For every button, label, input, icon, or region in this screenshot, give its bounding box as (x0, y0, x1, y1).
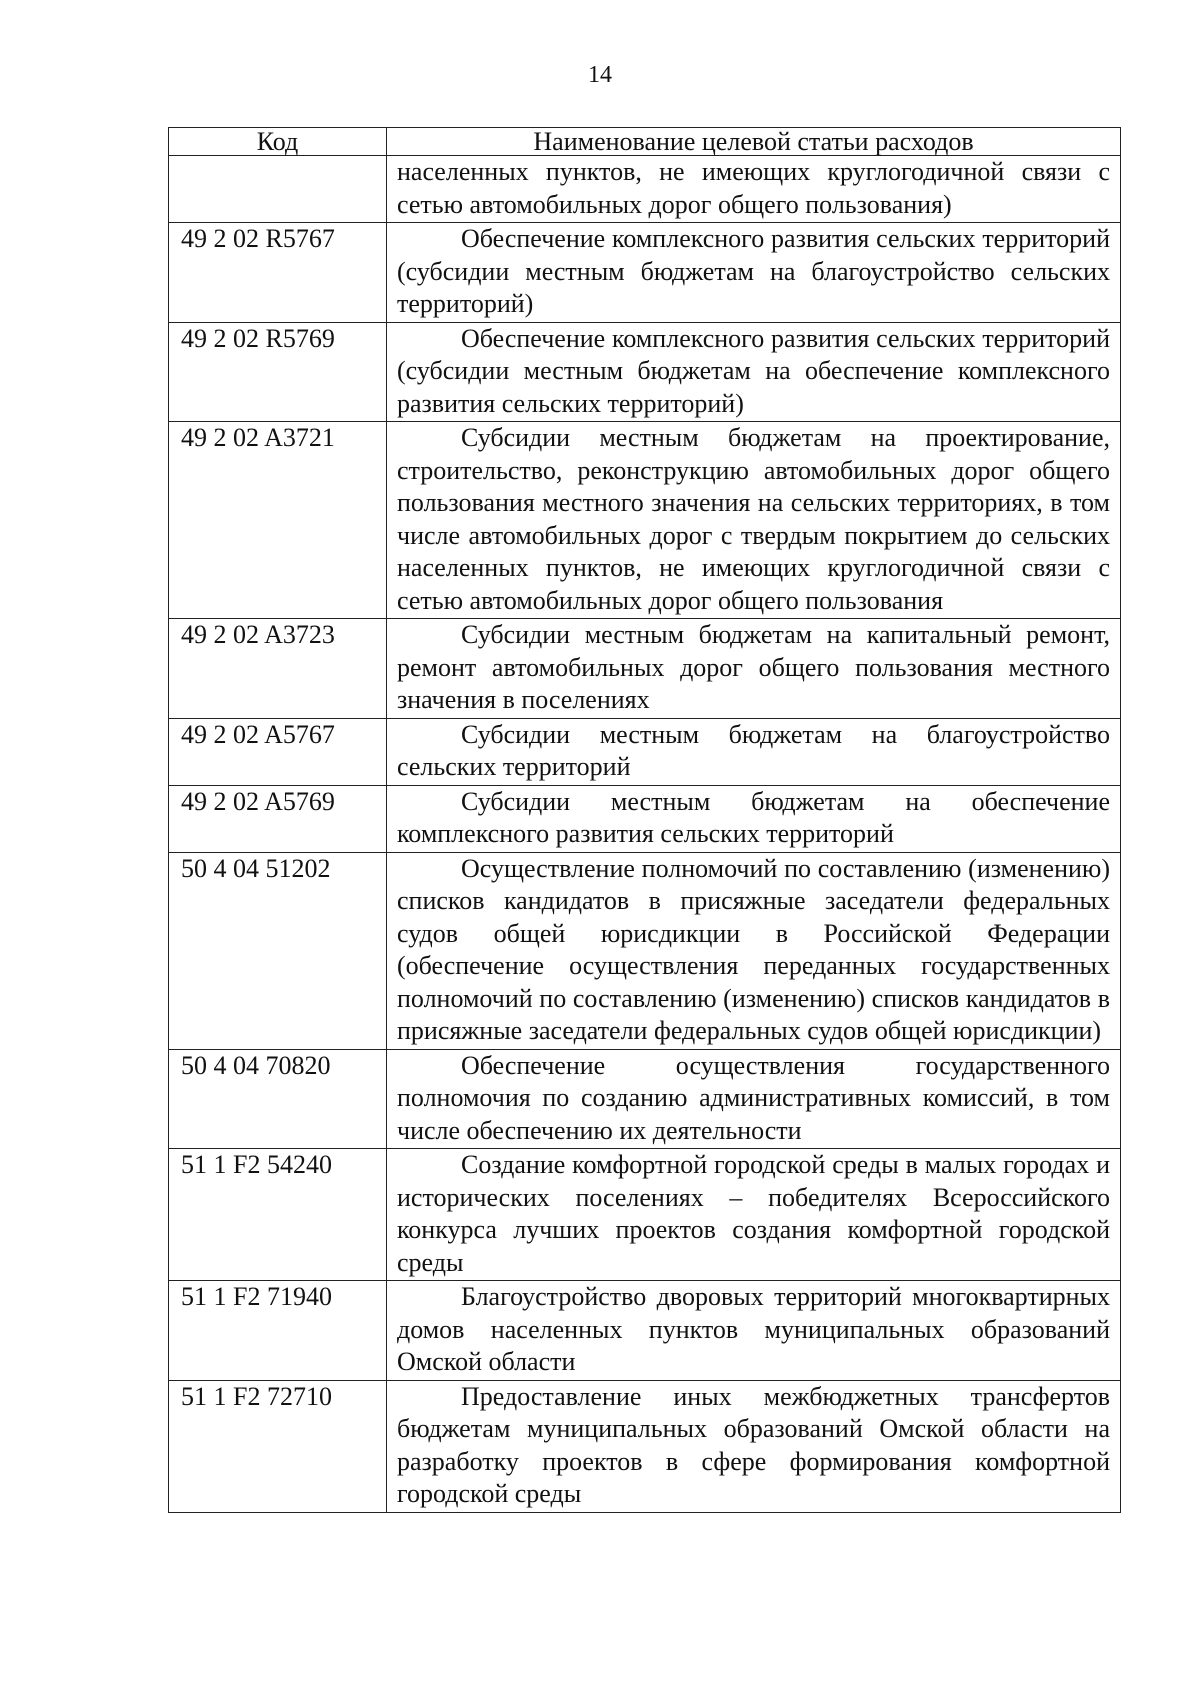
row-code: 50 4 04 70820 (169, 1049, 387, 1149)
row-name: Субсидии местным бюджетам на проектирование, строительство, реконструкцию автомобильных дорог общего пользования местного значения на сельских территориях, в том числе автомобильных дорог с твердым покрытием до сельских населенных пунктов, не имеющих круглогодичной связи с сетью автомобильных дорог общего пользования (387, 422, 1121, 619)
row-name: Обеспечение комплексного развития сельских территорий (субсидии местным бюджетам на обеспечение комплексного развития сельских территорий) (387, 322, 1121, 422)
row-code: 49 2 02 A3723 (169, 619, 387, 719)
table-row (169, 619, 1121, 719)
row-code: 51 1 F2 72710 (169, 1380, 387, 1512)
row-code: 49 2 02 A5769 (169, 785, 387, 852)
table-row (169, 322, 1121, 422)
row-name: Субсидии местным бюджетам на капитальный ремонт, ремонт автомобильных дорог общего пользования местного значения в поселениях (387, 619, 1121, 719)
row-name: Благоустройство дворовых территорий многоквартирных домов населенных пунктов муниципальных образований Омской области (387, 1281, 1121, 1381)
row-name: Субсидии местным бюджетам на благоустройство сельских территорий (387, 718, 1121, 785)
page-number: 14 (588, 62, 612, 88)
table-row (169, 785, 1121, 852)
row-code: 49 2 02 R5769 (169, 322, 387, 422)
row-name: Обеспечение осуществления государственного полномочия по созданию административных комиссий, в том числе обеспечению их деятельности (387, 1049, 1121, 1149)
table-row (169, 1380, 1121, 1512)
row-code (169, 156, 387, 223)
row-name: Субсидии местным бюджетам на обеспечение комплексного развития сельских территорий (387, 785, 1121, 852)
header-code: Код (169, 128, 387, 156)
table-row (169, 852, 1121, 1049)
expense-codes-table (168, 127, 1121, 1513)
header-name: Наименование целевой статьи расходов (387, 128, 1121, 156)
table-header-row (169, 128, 1121, 156)
row-name: Создание комфортной городской среды в малых городах и исторических поселениях – победителях Всероссийского конкурса лучших проектов создания комфортной городской среды (387, 1149, 1121, 1281)
row-name: населенных пунктов, не имеющих круглогодичной связи с сетью автомобильных дорог общего пользования) (387, 156, 1121, 223)
table-row (169, 1049, 1121, 1149)
row-code: 50 4 04 51202 (169, 852, 387, 1049)
row-name: Предоставление иных межбюджетных трансфертов бюджетам муниципальных образований Омской области на разработку проектов в сфере формирования комфортной городской среды (387, 1380, 1121, 1512)
row-code: 49 2 02 A5767 (169, 718, 387, 785)
table-row (169, 1149, 1121, 1281)
table-row (169, 223, 1121, 323)
table-row (169, 156, 1121, 223)
row-name: Обеспечение комплексного развития сельских территорий (субсидии местным бюджетам на благоустройство сельских территорий) (387, 223, 1121, 323)
row-code: 51 1 F2 71940 (169, 1281, 387, 1381)
row-code: 49 2 02 A3721 (169, 422, 387, 619)
table-row (169, 422, 1121, 619)
table-row (169, 1281, 1121, 1381)
table-row (169, 718, 1121, 785)
row-code: 49 2 02 R5767 (169, 223, 387, 323)
row-name: Осуществление полномочий по составлению (изменению) списков кандидатов в присяжные заседатели федеральных судов общей юрисдикции в Российской Федерации (обеспечение осуществления переданных государственных полномочий по составлению (изменению) списков кандидатов в присяжные заседатели федеральных судов общей юрисдикции) (387, 852, 1121, 1049)
row-code: 51 1 F2 54240 (169, 1149, 387, 1281)
